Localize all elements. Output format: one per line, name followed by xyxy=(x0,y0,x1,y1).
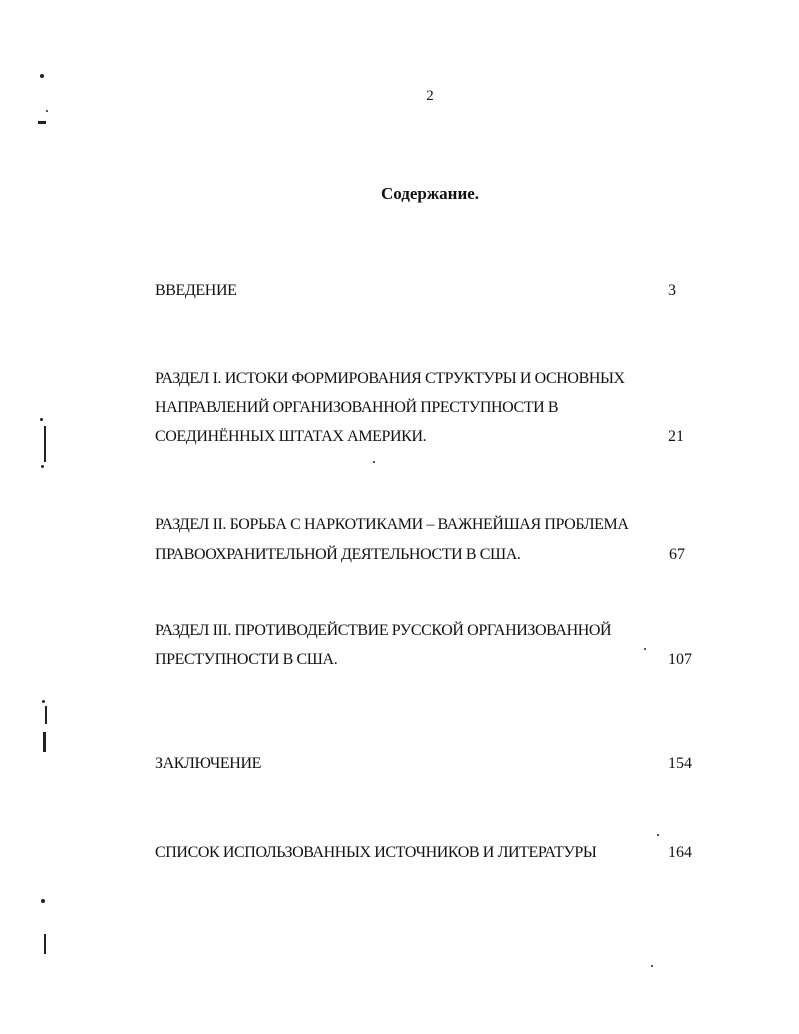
toc-entry-line: СОЕДИНЁННЫХ ШТАТАХ АМЕРИКИ. xyxy=(155,428,427,445)
toc-entry-line: ВВЕДЕНИЕ xyxy=(155,282,237,299)
toc-page-number: 107 xyxy=(668,651,692,668)
scan-speck xyxy=(41,899,45,903)
toc-page-number: 164 xyxy=(668,844,692,861)
scan-speck xyxy=(644,648,646,650)
scan-speck xyxy=(40,418,43,421)
scan-speck xyxy=(41,465,44,468)
toc-entry-line: СПИСОК ИСПОЛЬЗОВАННЫХ ИСТОЧНИКОВ И ЛИТЕРАТУРЫ xyxy=(155,844,597,861)
toc-page-number: 154 xyxy=(668,755,692,772)
toc-entry-line: ПРЕСТУПНОСТИ В США. xyxy=(155,651,338,668)
scan-mark xyxy=(38,121,46,124)
page-number: 2 xyxy=(426,88,434,104)
scan-speck xyxy=(46,110,48,112)
toc-entry-line: ПРАВООХРАНИТЕЛЬНОЙ ДЕЯТЕЛЬНОСТИ В США. xyxy=(155,546,521,563)
scan-speck xyxy=(373,461,375,463)
scan-mark xyxy=(44,426,46,462)
toc-entry-line: РАЗДЕЛ III. ПРОТИВОДЕЙСТВИЕ РУССКОЙ ОРГАНИЗОВАННОЙ xyxy=(155,622,612,639)
toc-page-number: 3 xyxy=(668,282,676,299)
toc-entry-line: НАПРАВЛЕНИЙ ОРГАНИЗОВАННОЙ ПРЕСТУПНОСТИ В xyxy=(155,399,559,416)
scan-mark xyxy=(43,732,46,752)
toc-page-number: 67 xyxy=(669,546,685,563)
scan-speck xyxy=(40,74,44,78)
scan-speck xyxy=(42,700,45,703)
toc-page-number: 21 xyxy=(668,428,684,445)
toc-entry-line: РАЗДЕЛ I. ИСТОКИ ФОРМИРОВАНИЯ СТРУКТУРЫ И ОСНОВНЫХ xyxy=(155,370,625,387)
toc-entry-line: РАЗДЕЛ II. БОРЬБА С НАРКОТИКАМИ – ВАЖНЕЙШАЯ ПРОБЛЕМА xyxy=(155,516,629,533)
scan-speck xyxy=(657,834,659,836)
scan-speck xyxy=(651,965,653,967)
scan-mark xyxy=(44,934,46,954)
toc-entry-line: ЗАКЛЮЧЕНИЕ xyxy=(155,755,261,772)
scan-mark xyxy=(45,706,47,724)
toc-title: Содержание. xyxy=(380,184,480,203)
